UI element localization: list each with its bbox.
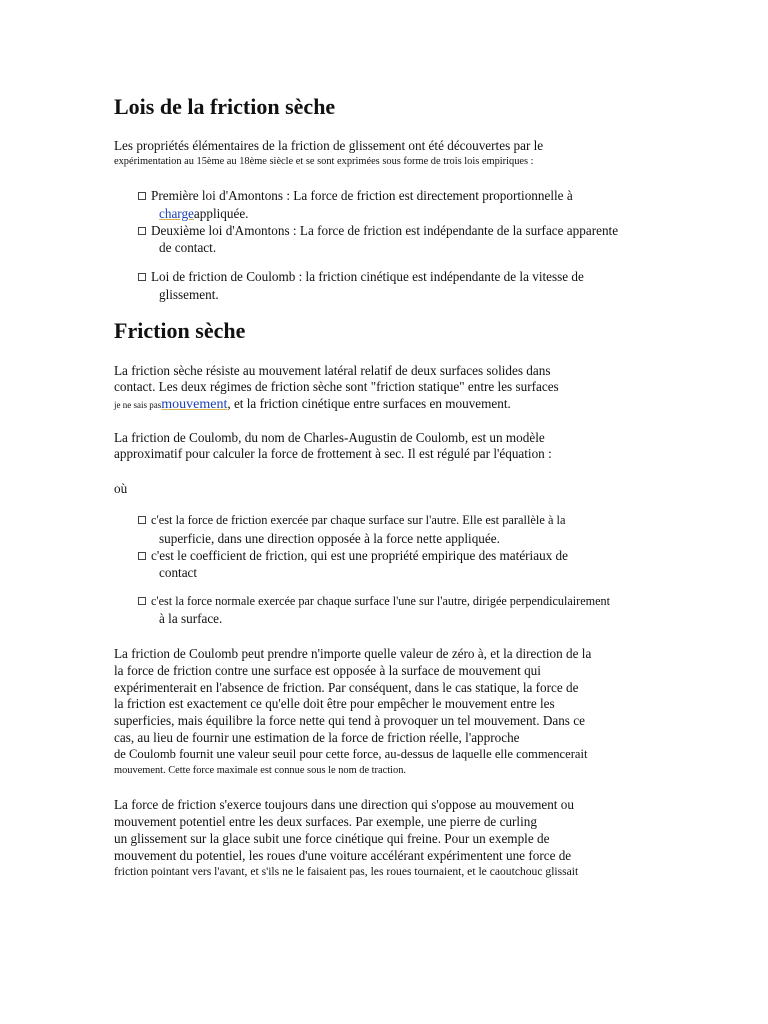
bullet-box-icon bbox=[138, 227, 146, 235]
paragraph-line: de Coulomb fournit une valeur seuil pour cette force, au-dessus de laquelle elle commencerait bbox=[114, 747, 588, 761]
list-item: Deuxième loi d'Amontons : La force de friction est indépendante de la surface apparente bbox=[138, 222, 618, 239]
paragraph-line: cas, au lieu de fournir une estimation de la force de friction réelle, l'approche bbox=[114, 730, 520, 745]
ou-label: où bbox=[114, 481, 128, 496]
intro-line-1: Les propriétés élémentaires de la friction de glissement ont été découvertes par le bbox=[114, 138, 544, 153]
mouvement-link[interactable]: mouvement bbox=[161, 397, 228, 412]
paragraph-line: un glissement sur la glace subit une force cinétique qui freine. Pour un exemple de bbox=[114, 831, 550, 846]
section-heading-friction: Friction sèche bbox=[114, 318, 246, 343]
paragraph-line: friction pointant vers l'avant, et s'ils ne le faisaient pas, les roues tournaient, et le caoutchouc glissait bbox=[114, 865, 579, 878]
paragraph-line: mouvement du potentiel, les roues d'une voiture accélérant expérimentent une force de bbox=[114, 848, 572, 863]
list-item-continuation: à la surface. bbox=[159, 611, 223, 626]
charge-link[interactable]: charge bbox=[159, 206, 194, 221]
paragraph-line: contact. Les deux régimes de friction sèche sont "friction statique" entre les surfaces bbox=[114, 379, 559, 394]
intro-line-2: expérimentation au 15ème au 18ème siècle et se sont exprimées sous forme de trois lois empiriques : bbox=[114, 156, 534, 167]
paragraph-line: la force de friction contre une surface est opposée à la surface de mouvement qui bbox=[114, 663, 541, 678]
list-item-continuation: superficie, dans une direction opposée à la force nette appliquée. bbox=[159, 531, 500, 546]
bullet-box-icon bbox=[138, 192, 146, 200]
paragraph-line: expérimenterait en l'absence de friction. Par conséquent, dans le cas statique, la force de bbox=[114, 680, 579, 695]
paragraph-line: je ne sais pasmouvement, et la friction cinétique entre surfaces en mouvement. bbox=[114, 396, 511, 412]
paragraph-line: mouvement potentiel entre les deux surfaces. Par exemple, une pierre de curling bbox=[114, 814, 537, 829]
bullet-box-icon bbox=[138, 273, 146, 281]
paragraph-line: approximatif pour calculer la force de frottement à sec. Il est régulé par l'équation : bbox=[114, 446, 552, 461]
list-item: c'est le coefficient de friction, qui est une propriété empirique des matériaux de bbox=[138, 547, 568, 564]
list-item-continuation: contact bbox=[159, 565, 198, 580]
section-heading-lois: Lois de la friction sèche bbox=[114, 94, 336, 119]
paragraph-line: superficies, mais équilibre la force nette qui tend à provoquer un tel mouvement. Dans ce bbox=[114, 713, 585, 728]
list-item: c'est la force de friction exercée par chaque surface sur l'autre. Elle est parallèle à la bbox=[138, 512, 566, 529]
paragraph-line: La force de friction s'exerce toujours dans une direction qui s'oppose au mouvement ou bbox=[114, 797, 574, 812]
bullet-box-icon bbox=[138, 516, 146, 524]
bullet-box-icon bbox=[138, 597, 146, 605]
paragraph-line: La friction de Coulomb peut prendre n'importe quelle valeur de zéro à, et la direction de la bbox=[114, 646, 592, 661]
paragraph-line: mouvement. Cette force maximale est connue sous le nom de traction. bbox=[114, 765, 407, 776]
bullet-box-icon bbox=[138, 552, 146, 560]
list-item-continuation: chargeappliquée. bbox=[159, 206, 249, 221]
list-item: Loi de friction de Coulomb : la friction cinétique est indépendante de la vitesse de bbox=[138, 268, 584, 285]
list-item-continuation: glissement. bbox=[159, 287, 219, 302]
list-item-continuation: de contact. bbox=[159, 240, 217, 255]
paragraph-line: La friction sèche résiste au mouvement latéral relatif de deux surfaces solides dans bbox=[114, 363, 551, 378]
paragraph-line: la friction est exactement ce qu'elle doit être pour empêcher le mouvement entre les bbox=[114, 696, 555, 711]
list-item: c'est la force normale exercée par chaque surface l'une sur l'autre, dirigée perpendiculairement bbox=[138, 593, 610, 610]
paragraph-line: La friction de Coulomb, du nom de Charles-Augustin de Coulomb, est un modèle bbox=[114, 430, 545, 445]
list-item: Première loi d'Amontons : La force de friction est directement proportionnelle à bbox=[138, 187, 573, 204]
